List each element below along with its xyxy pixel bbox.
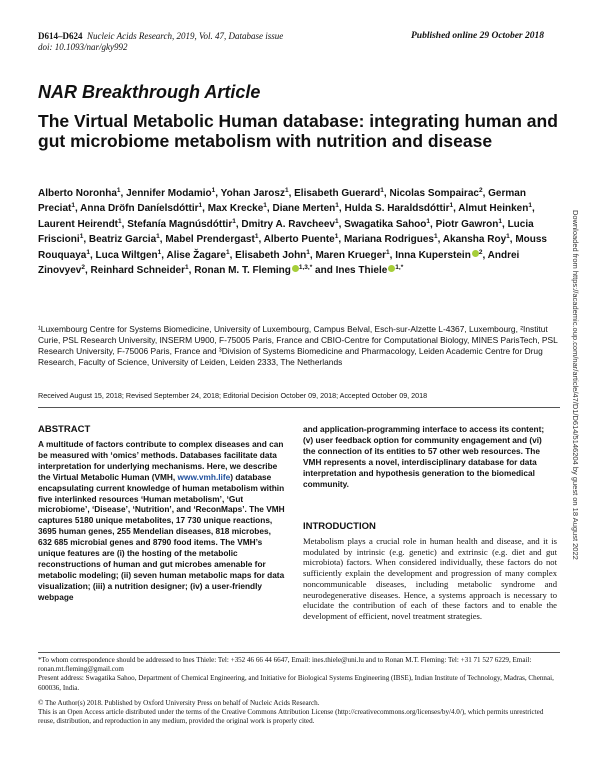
author-affiliation-marker: 1 [334, 233, 339, 241]
author-name: Lucia Friscioni [38, 218, 534, 246]
author-name: Mabel Prendergast [165, 234, 255, 246]
author-affiliation-marker: 1 [198, 202, 203, 210]
vmh-link[interactable]: www.vmh.life [177, 471, 231, 482]
author-name: Mariana Rodrigues [343, 234, 434, 246]
doi[interactable]: doi: 10.1093/nar/gky992 [38, 42, 128, 52]
author-name: Stefanía Magnúsdóttir [127, 218, 233, 230]
author-name: Max Krecke [207, 203, 264, 215]
author-and: and [315, 265, 333, 277]
author-name: Luca Wiltgen [95, 249, 158, 261]
author-affiliation-marker: 1 [157, 248, 162, 256]
page-range: D614–D624 [38, 31, 83, 41]
author-affiliation-marker: 1 [211, 187, 216, 194]
divider [38, 407, 560, 408]
article-type-label: NAR Breakthrough Article [38, 82, 261, 102]
author-name: Anna Dröfn Daníelsdóttir [80, 203, 199, 215]
author-name: Diane Merten [272, 203, 336, 215]
author-name: Alberto Noronha [38, 188, 117, 199]
author-affiliation-marker: 1 [156, 233, 160, 241]
author-affiliation-marker: 1 [225, 248, 230, 256]
author-name: Beatriz Garcia [88, 234, 157, 246]
footnote-divider [38, 652, 560, 653]
author-affiliation-marker: 1 [116, 187, 121, 194]
author-name: Almut Heinken [458, 203, 529, 215]
running-header [38, 31, 283, 53]
author-affiliation-marker: 1 [334, 217, 339, 225]
author-affiliation-marker: 1 [71, 202, 75, 210]
author-name: Mouss Rouquaya [38, 234, 547, 261]
author-name: Alberto Puente [263, 234, 335, 246]
author-affiliation-marker: 1 [506, 233, 510, 241]
author-name: Elisabeth John [235, 249, 307, 261]
author-name: Swagatika Sahoo [344, 218, 427, 230]
introduction-text: Metabolism plays a crucial role in human health and disease, and it is modulated by intrinsic (e.g. genetic) and extrinsic (e.g. diet and gut microbiota) factors. When considered individually, these factors do not sufficiently explain the development and progression of many complex noncommunicable diseases, including metabolic syndrome and neurodegenerative diseases. Hence, a systems approach is necessary to elucidate the contribution of each of these factors and to enable the development of efficient, novel treatment strategies. [303, 536, 557, 621]
copyright-block [38, 699, 560, 727]
orcid-icon[interactable] [292, 265, 299, 272]
introduction-heading: INTRODUCTION [303, 521, 376, 532]
author-name: Andrei Zinovyev [38, 249, 520, 277]
author-affiliation-marker: 1 [306, 248, 310, 256]
author-affiliation-marker: 1 [426, 217, 431, 225]
author-affiliation-marker: 1 [433, 233, 438, 241]
footnotes [38, 656, 560, 693]
author-affiliation-marker: 1 [528, 202, 532, 210]
author-name: Ronan M. T. Fleming [194, 265, 291, 277]
journal-citation: Nucleic Acids Research, 2019, Vol. 47, Database issue [87, 31, 284, 41]
article-title: The Virtual Metabolic Human database: integrating human and gut microbiome metabolism with nutrition and disease [38, 111, 558, 151]
abstract-text-col2: and application-programming interface to access its content; (v) user feedback option for community engagement and (vi) the connection of its entities to 57 other web resources. The VMH represents a novel, interdisciplinary database for data interpretation and hypothesis generation to the biomedical community. [303, 424, 545, 489]
author-affiliation-marker: 1 [335, 202, 339, 210]
submission-dates: Received August 15, 2018; Revised September 24, 2018; Editorial Decision October 09, 2018; Accepted October 09, 2018 [38, 391, 428, 400]
author-list: Alberto Noronha$^1$, Jennifer Modamio$^1$, Yohan Jarosz$^1$, Elisabeth Guerard$^1$, Nicolas Sompairac$^2$, German Preciat$^1$, Anna Dröfn Daníelsdóttir$^1$, Max Krecke$^1$, Diane Merten$^1$, Hulda S. Haraldsdóttir$^1$, Almut Heinken$^1$, Laurent Heirendt$^1$, Stefanía Magnúsdóttir$^1$, Dmitry A. Ravcheev$^1$, Swagatika Sahoo$^1$, Piotr Gawron$^1$, Lucia Friscioni$^1$, Beatriz Garcia$^1$, Mabel Prendergast$^1$, Alberto Puente$^1$, Mariana Rodrigues$^1$, Akansha Roy$^1$, Mouss Rouquaya$^1$, Luca Wiltgen$^1$, Alise Žagare$^1$, Elisabeth John$^1$, Maren Krueger$^1$, Inna Kuperstein $^2$, Andrei Zinovyev$^2$, Reinhard Schneider$^1$, Ronan M. T. Fleming $^{1,3,*}$ and Ines Thiele $^{1,*}$ [38, 187, 547, 277]
abstract-text-col1: A multitude of factors contribute to complex diseases and can be measured with ‘omics’ methods. Databases facilitate data interpretation for underlying mechanisms. Here, we describe the Virtual Metabolic Human (VMH, www.vmh.life) database encapsulating current knowledge of human metabolism within five interlinked resources ‘Human metabolism’, ‘Gut microbiome’, ‘Disease’, ‘Nutrition’, and ‘ReconMaps’. The VMH captures 5180 unique metabolites, 17 730 unique reactions, 3695 human genes, 255 Mendelian diseases, 818 microbes, 632 685 microbial genes and 8790 food items. The VMH’s unique features are (i) the hosting of the metabolic reconstructions of human and gut microbes amenable for metabolic modeling; (ii) seven human metabolic maps for data visualization; (iii) a nutrition designer; (iv) a user-friendly webpage [38, 439, 285, 602]
author-affiliation-marker: 1 [449, 202, 454, 210]
author-affiliation-marker: 1 [86, 248, 90, 256]
author-affiliation-marker: 1 [284, 187, 289, 194]
author-affiliation-marker: 1 [118, 217, 122, 225]
author-name: Hulda S. Haraldsdóttir [344, 203, 450, 215]
author-name: Dmitry A. Ravcheev [241, 218, 335, 230]
author-affiliation-marker: 1 [254, 233, 259, 241]
author-name: Nicolas Sompairac [389, 188, 479, 199]
author-affiliation-marker: 1 [380, 187, 384, 194]
copyright-line: © The Author(s) 2018. Published by Oxford University Press on behalf of Nucleic Acids Research. [38, 699, 320, 707]
author-name: Yohan Jarosz [220, 188, 285, 199]
author-name: Elisabeth Guerard [294, 188, 381, 199]
affiliations: ¹Luxembourg Centre for Systems Biomedicine, University of Luxembourg, Campus Belval, Esch-sur-Alzette L-4367, Luxembourg, ²Institut Curie, PSL Research University, INSERM U900, F-75005 Paris, France and CBIO-Centre for Computational Biology, MINES ParisTech, PSL Research University, F-75006 Paris, France and ³Division of Systems Biomedicine and Pharmacology, Leiden Academic Centre for Drug Research, Faculty of Science, University of Leiden, Leiden 2333, The Netherlands [38, 324, 558, 367]
orcid-icon[interactable] [472, 250, 479, 257]
author-affiliation-marker: 2 [81, 264, 85, 272]
author-affiliation-marker: 1 [263, 202, 267, 210]
present-address-note: Present address: Swagatika Sahoo, Department of Chemical Engineering, and Initiative for Biological Systems Engineering (IBSE), Indian Institute of Technology, Madras, Chennai, 600036, India. [38, 674, 554, 692]
author-affiliation-marker: 2 [478, 187, 483, 194]
author-affiliation-marker: 1,3,* [298, 264, 313, 272]
author-affiliation-marker: 1 [498, 217, 503, 225]
abstract-heading: ABSTRACT [38, 424, 91, 435]
author-affiliation-marker: 1,* [395, 264, 404, 272]
author-affiliation-marker: 2 [478, 248, 483, 256]
author-name: Laurent Heirendt [38, 218, 119, 230]
author-affiliation-marker: 1 [232, 217, 236, 225]
author-name: Reinhard Schneider [90, 265, 186, 277]
correspondence-note: *To whom correspondence should be addressed to Ines Thiele: Tel: +352 46 66 44 6647, Email: ines.thiele@uni.lu and to Ronan M.T. Fleming: Tel: +31 71 527 6229, Email: ronan.mt.fleming@gmail.com [38, 656, 532, 674]
author-name: Piotr Gawron [435, 218, 499, 230]
author-affiliation-marker: 1 [185, 264, 189, 272]
author-name: German Preciat [38, 188, 526, 215]
license-text: This is an Open Access article distributed under the terms of the Creative Commons Attribution License (http://creativecommons.org/licenses/by/4.0/), which permits unrestricted reuse, distribution, and reproduction in any medium, provided the original work is properly cited. [38, 708, 544, 726]
download-watermark: Downloaded from https://academic.oup.com/nar/article/47/D1/D614/5146204 by guest on 18 August 2022 [571, 210, 580, 560]
author-name: Inna Kuperstein [395, 249, 471, 261]
author-name: Akansha Roy [442, 234, 507, 246]
author-affiliation-marker: 1 [79, 233, 84, 241]
author-name: Alise Žagare [166, 249, 226, 261]
published-date: Published online 29 October 2018 [410, 31, 544, 41]
author-name: Ines Thiele [335, 265, 388, 277]
author-name: Maren Krueger [315, 249, 387, 261]
author-name: Jennifer Modamio [126, 188, 212, 199]
author-affiliation-marker: 1 [386, 248, 390, 256]
